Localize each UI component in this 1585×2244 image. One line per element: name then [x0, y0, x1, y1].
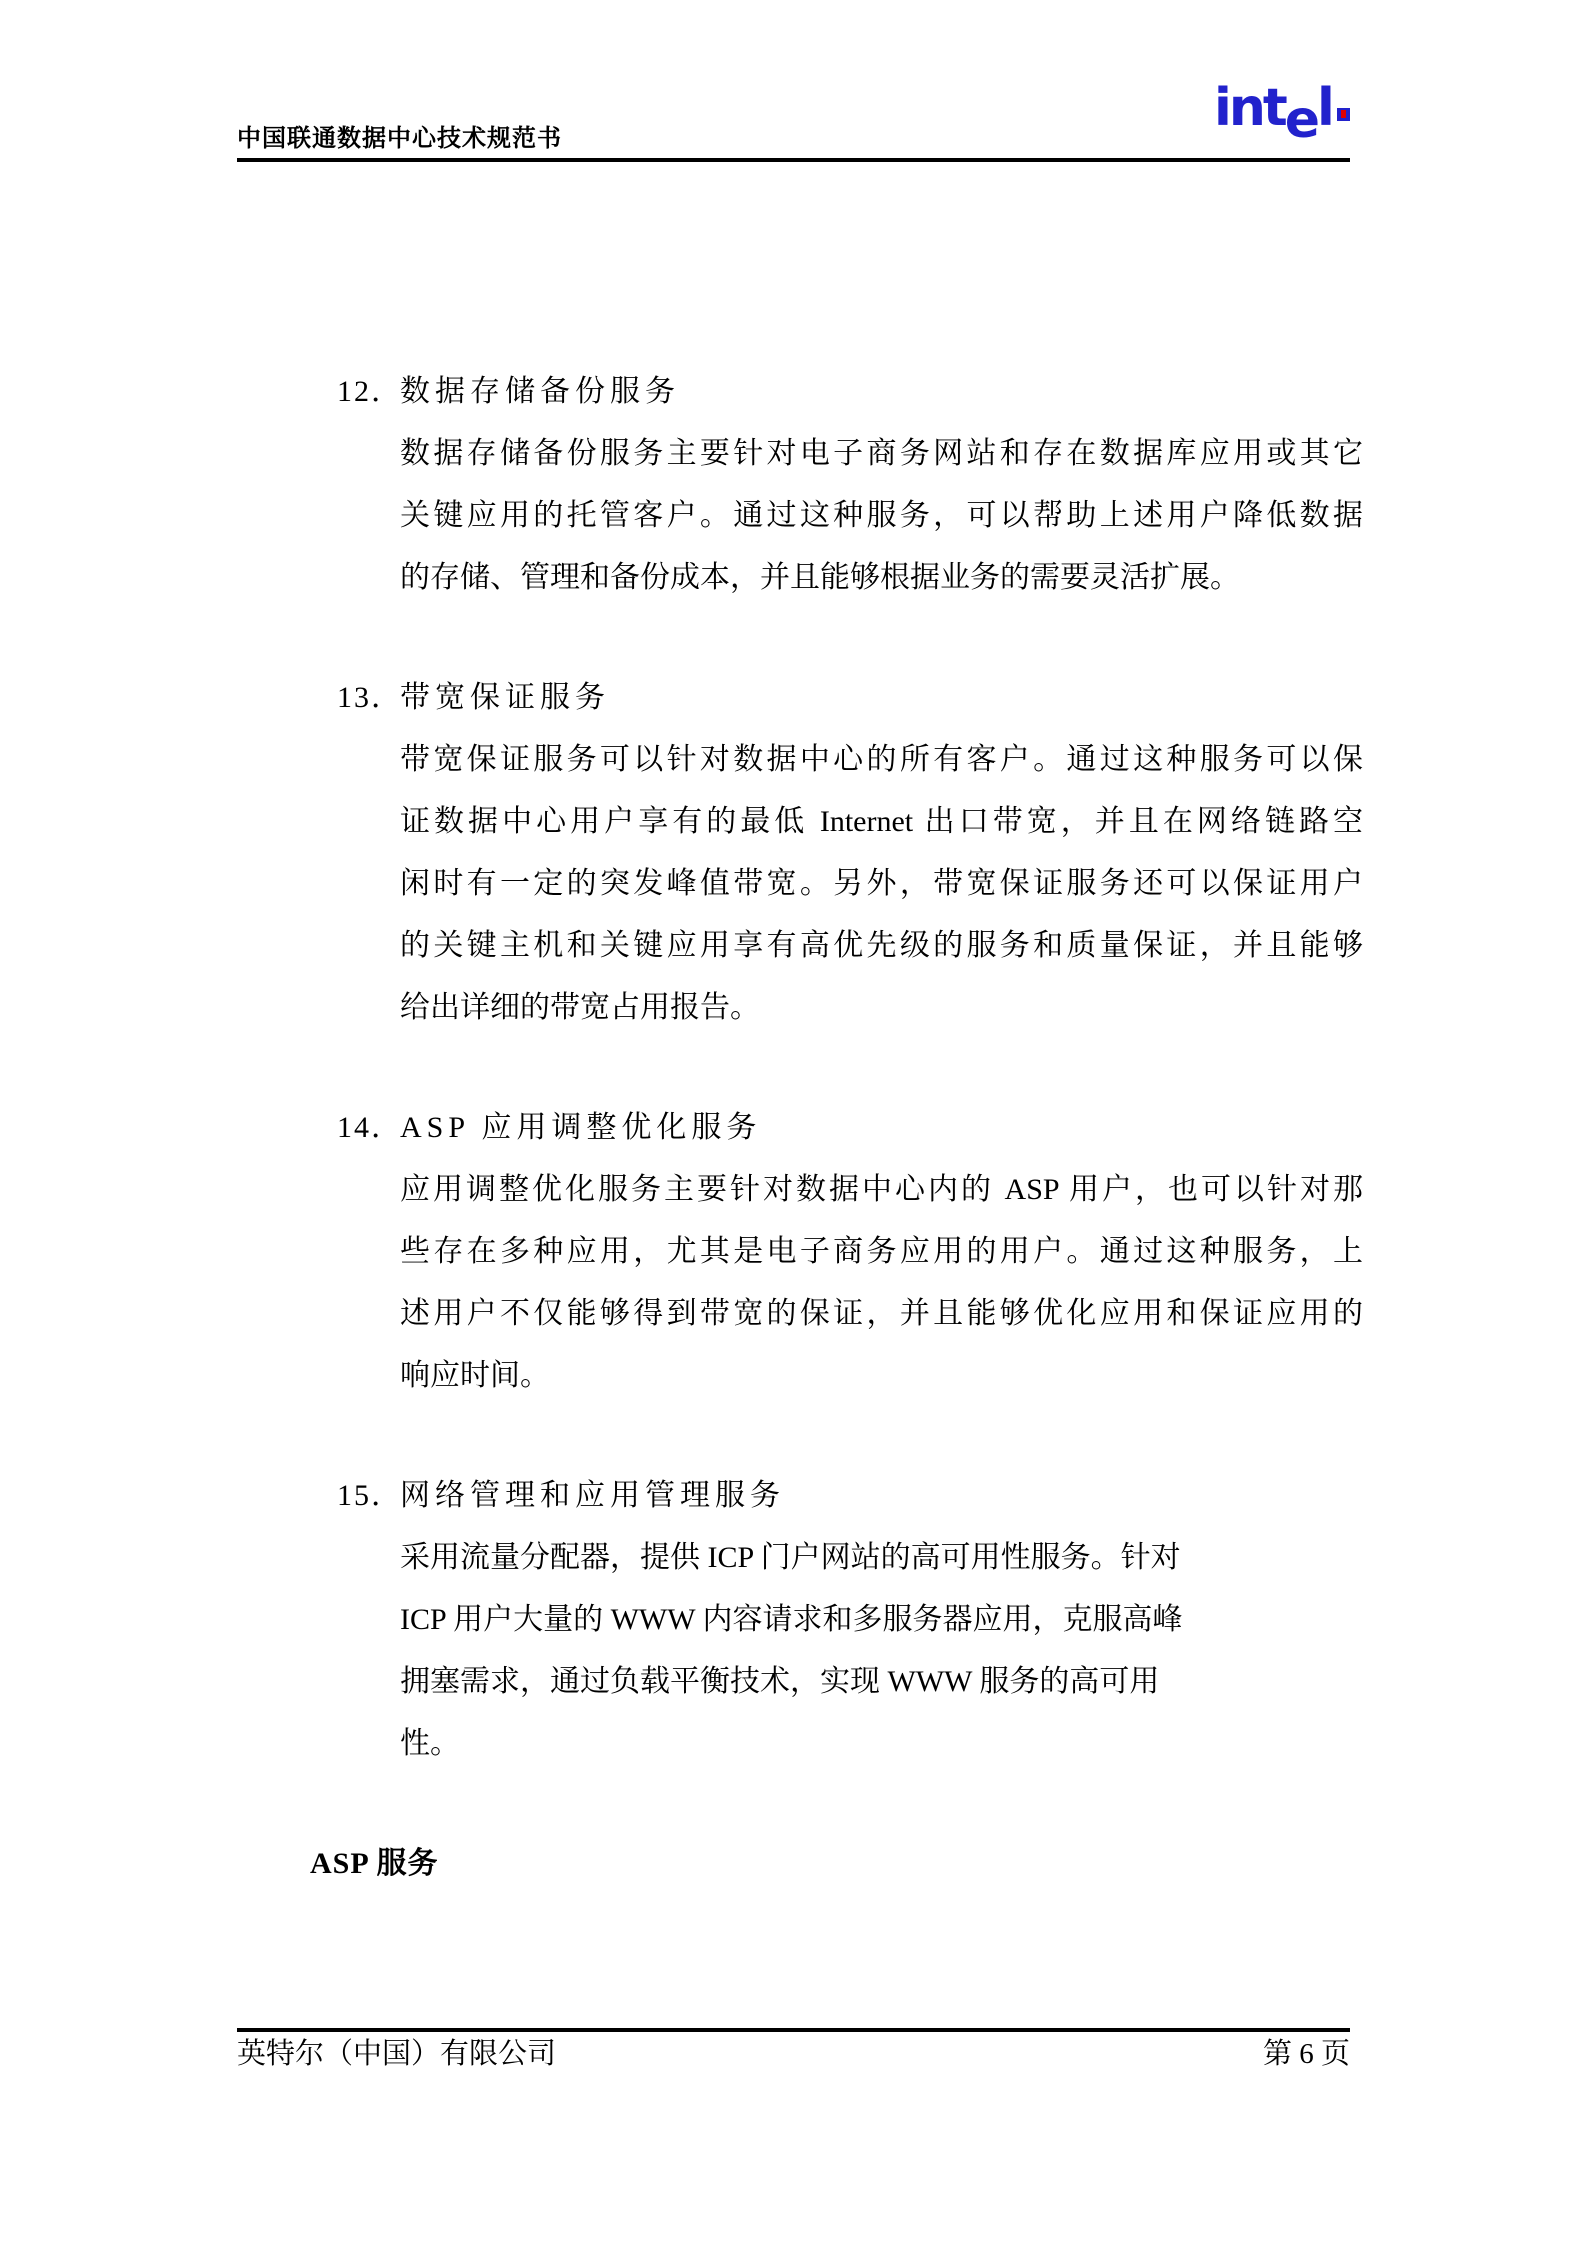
- list-item-12: [337, 361, 1585, 609]
- item-13-number: 13．: [337, 681, 403, 714]
- footer-page-number: 第 6 页: [1262, 2038, 1350, 2070]
- header-title: 中国联通数据中心技术规范书: [237, 126, 562, 152]
- item-12-heading: [337, 361, 1585, 423]
- item-14-paragraph: [400, 1159, 1363, 1407]
- item-13-title: 带宽保证服务: [400, 681, 610, 714]
- item-12-title: 数据存储备份服务: [400, 375, 680, 408]
- item-13-heading: [337, 667, 1585, 729]
- list-item-15: [337, 1465, 1585, 1775]
- list-item-13: [337, 667, 1585, 1039]
- paragraph-line: 闲时有一定的突发峰值带宽。另外，带宽保证服务还可以保证用户: [400, 867, 1363, 900]
- paragraph-line: 应用调整优化服务主要针对数据中心内的 ASP 用户，也可以针对那: [400, 1173, 1363, 1206]
- paragraph-line: 证数据中心用户享有的最低 Internet 出口带宽，并且在网络链路空: [400, 805, 1363, 838]
- paragraph-line: 带宽保证服务可以针对数据中心的所有客户。通过这种服务可以保: [400, 743, 1363, 776]
- item-15-title: 网络管理和应用管理服务: [400, 1479, 785, 1512]
- item-15-paragraph: [400, 1527, 1245, 1775]
- paragraph-line: 些存在多种应用，尤其是电子商务应用的用户。通过这种服务，上: [400, 1235, 1363, 1268]
- item-14-heading: [337, 1097, 1585, 1159]
- intel-logo: [1214, 78, 1350, 151]
- paragraph-line: 给出详细的带宽占用报告。: [400, 991, 760, 1024]
- page-header: [237, 112, 1350, 162]
- section-heading-asp: ASP 服务: [310, 1847, 439, 1880]
- paragraph-line: 性。: [400, 1727, 460, 1760]
- item-14-title: ASP 应用调整优化服务: [400, 1111, 762, 1144]
- item-15-heading: [337, 1465, 1585, 1527]
- intel-logo-registered-mark-icon: [1341, 110, 1346, 118]
- intel-logo-dropped-e: e: [1284, 90, 1317, 151]
- paragraph-line: 数据存储备份服务主要针对电子商务网站和存在数据库应用或其它: [400, 437, 1363, 470]
- item-13-paragraph: [400, 729, 1363, 1039]
- paragraph-line: 的关键主机和关键应用享有高优先级的服务和质量保证，并且能够: [400, 929, 1363, 962]
- paragraph-line: 的存储、管理和备份成本，并且能够根据业务的需要灵活扩展。: [400, 561, 1240, 594]
- item-12-paragraph: [400, 423, 1363, 609]
- page-footer: [237, 2028, 1350, 2074]
- paragraph-line: 响应时间。: [400, 1359, 550, 1392]
- paragraph-line: ICP 用户大量的 WWW 内容请求和多服务器应用，克服高峰: [400, 1603, 1183, 1636]
- item-14-number: 14．: [337, 1111, 403, 1144]
- footer-company: 英特尔（中国）有限公司: [237, 2038, 557, 2070]
- paragraph-line: 关键应用的托管客户。通过这种服务，可以帮助上述用户降低数据: [400, 499, 1363, 532]
- paragraph-line: 述用户不仅能够得到带宽的保证，并且能够优化应用和保证应用的: [400, 1297, 1363, 1330]
- list-item-14: [337, 1097, 1585, 1407]
- document-body: [0, 361, 1585, 1895]
- paragraph-line: 采用流量分配器，提供 ICP 门户网站的高可用性服务。针对: [400, 1541, 1181, 1574]
- intel-logo-int: int: [1214, 78, 1285, 138]
- item-15-number: 15．: [337, 1479, 403, 1512]
- intel-logo-l: l: [1316, 78, 1332, 138]
- item-12-number: 12．: [337, 375, 403, 408]
- paragraph-line: 拥塞需求，通过负载平衡技术，实现 WWW 服务的高可用: [400, 1665, 1160, 1698]
- intel-logo-period-icon: [1337, 108, 1350, 121]
